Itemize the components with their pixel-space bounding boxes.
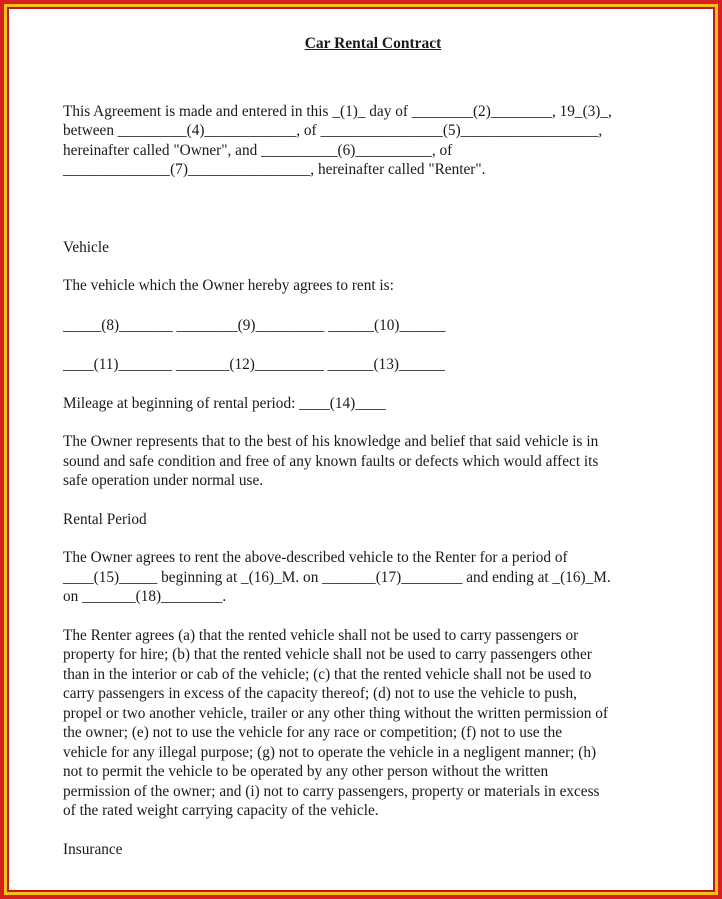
vehicle-heading: Vehicle (63, 238, 109, 256)
intro-line: ______________(7)________________, hereinafter called "Renter". (63, 161, 486, 178)
paragraph-line: sound and safe condition and free of any known faults or defects which would affect its (63, 452, 599, 470)
intro-line: between _________(4)____________, of ________________(5)__________________, (63, 122, 603, 139)
paragraph-line: vehicle for any illegal purpose; (g) not to operate the vehicle in a negligent manner; (h) (63, 743, 597, 761)
agreement-intro (63, 102, 683, 180)
rental-period-paragraph (63, 548, 683, 607)
owner-represents-paragraph (63, 432, 683, 491)
intro-line: This Agreement is made and entered in this _(1)_ day of ________(2)________, 19_(3)_, (63, 102, 612, 120)
paragraph-line: on _______(18)________. (63, 588, 227, 605)
contract-document (63, 30, 683, 859)
vehicle-fields-line-2: ____(11)_______ _______(12)_________ ______(13)______ (63, 356, 445, 373)
rental-period-heading: Rental Period (63, 510, 147, 528)
document-title: Car Rental Contract (304, 35, 442, 52)
paragraph-line: of the rated weight carrying capacity of the vehicle. (63, 802, 379, 819)
paragraph-line: The Owner represents that to the best of his knowledge and belief that said vehicle is in (63, 433, 599, 450)
paragraph-line: propel or two another vehicle, trailer or any other thing without the written permission of (63, 704, 609, 722)
mileage-line: Mileage at beginning of rental period: ____(14)____ (63, 394, 386, 412)
intro-line: hereinafter called "Owner", and __________(6)__________, of (63, 141, 453, 159)
vehicle-intro: The vehicle which the Owner hereby agrees to rent is: (63, 277, 394, 294)
vehicle-fields-line-1: _____(8)_______ ________(9)_________ ______(10)______ (63, 316, 446, 334)
insurance-heading: Insurance (63, 840, 123, 858)
paragraph-line: ____(15)_____ beginning at _(16)_M. on _______(17)________ and ending at _(16)_M. (63, 568, 611, 586)
paragraph-line: The Renter agrees (a) that the rented vehicle shall not be used to carry passengers or (63, 626, 579, 644)
paragraph-line: The Owner agrees to rent the above-described vehicle to the Renter for a period of (63, 549, 568, 566)
paragraph-line: the owner; (e) not to use the vehicle for any race or competition; (f) not to use the (63, 724, 563, 741)
paragraph-line: safe operation under normal use. (63, 472, 264, 489)
paragraph-line: than in the interior or cab of the vehicle; (c) that the rented vehicle shall not be used to (63, 665, 592, 683)
paragraph-line: not to permit the vehicle to be operated by any other person without the written (63, 763, 549, 780)
renter-agrees-paragraph (63, 626, 683, 821)
paragraph-line: property for hire; (b) that the rented vehicle shall not be used to carry passengers other (63, 646, 592, 663)
paragraph-line: permission of the owner; and (i) not to carry passengers, property or materials in excess (63, 782, 600, 800)
paragraph-line: carry passengers in excess of the capacity thereof; (d) not to use the vehicle to push, (63, 685, 577, 702)
